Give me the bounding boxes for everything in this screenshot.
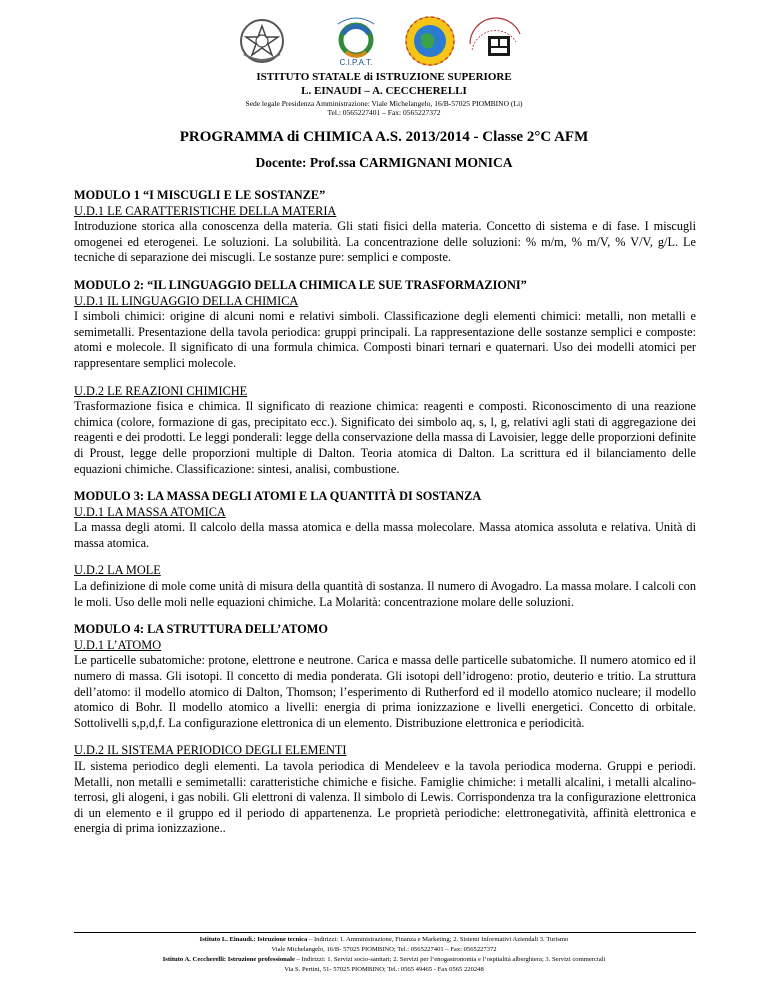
unit-title: U.D.1 LE CARATTERISTICHE DELLA MATERIA	[74, 203, 337, 218]
unit-title: U.D.2 IL SISTEMA PERIODICO DEGLI ELEMENTI	[74, 743, 347, 758]
teacher-name: Docente: Prof.ssa CARMIGNANI MONICA	[255, 155, 513, 170]
institute-phone: Tel.: 0565227401 – Fax: 0565227372	[327, 108, 441, 117]
module-title: MODULO 3: LA MASSA DEGLI ATOMI E LA QUANTITÀ DI SOSTANZA	[74, 489, 482, 504]
ecdl-globe-logo	[403, 14, 457, 68]
unit-text: Introduzione storica alla conoscenza della materia. Gli stati fisici della materia. Concetto di sistema e di fase. I miscugli omogenei ed eterogenei. Le soluzioni. La solubilità. La concentrazione delle soluzioni: % m/m, % m/V, % V/V, g/L. Le tecniche di separazione dei miscugli. Le sostanze pure: semplici e composte.	[74, 219, 696, 265]
unit-text: IL sistema periodico degli elementi. La tavola periodica di Mendeleev e la tavola periodica moderna. Gruppi e periodi. Metalli, non metalli e semimetalli: caratteristiche chimiche e fisiche. Famiglie chimiche: i metalli alcalini, i metalli alcalino-terrosi, gli alogeni, i gas nobili. Gli elettroni di valenza. Il simbolo di Lewis. Corrispondenza tra la configurazione elettronica di un elemento e il gruppo ed il periodo di appartenenza. Le proprietà periodiche: elettronegatività, affinità elettronica e energia di prima ionizzazione..	[74, 759, 696, 836]
institute-address: Sede legale Presidenza Amministrazione: Viale Michelangelo, 16/B-57025 PIOMBINO (Li)	[245, 99, 523, 108]
program-title: PROGRAMMA di CHIMICA A.S. 2013/2014 - Classe 2°C AFM	[179, 129, 589, 145]
footer-ceccherelli-label: Istituto A. Ceccherelli: Istruzione professionale	[162, 956, 295, 963]
unit-text: La massa degli atomi. Il calcolo della massa atomica e della massa molecolare. Massa atomica assoluta e relativa. Unità di massa atomica.	[74, 520, 696, 550]
unit-title: U.D.1 L’ATOMO	[74, 637, 162, 652]
footer-einaudi-details: – Indirizzi: 1. Amministrazione, Finanza e Marketing; 2. Sistemi Informativi Aziendali 3. Turismo	[307, 936, 569, 943]
unit-title: U.D.2 LE REAZIONI CHIMICHE	[74, 383, 248, 398]
unit-title: U.D.2 LA MOLE	[74, 563, 161, 578]
footer-divider	[74, 932, 696, 933]
institute-name: ISTITUTO STATALE di ISTRUZIONE SUPERIORE	[256, 71, 512, 83]
italian-republic-emblem-icon	[238, 14, 286, 68]
institute-subtitle: L. EINAUDI – A. CECCHERELLI	[301, 85, 467, 97]
unit-text: Le particelle subatomiche: protone, elettrone e neutrone. Carica e massa delle particelle subatomiche. Il numero atomico ed il numero di massa. Gli isotopi. Il concetto di media ponderata. Gli isotopi dell’idrogeno: protio, deuterio e tritio. La struttura dell’atomo: il modello atomico di Dalton, Thomson; l’esperimento di Rutherford ed il modello atomico nucleare; il modello atomico di Bohr. Il modello atomico a livelli: energia di prima ionizzazione e livelli energetici. Concetto di orbitale. Sottolivelli s,p,d,f. La configurazione elettronica di un elemento. Distribuzione elettronica e periodicità.	[74, 653, 696, 730]
page-footer	[60, 935, 708, 975]
footer-einaudi-address: Viale Michelangelo, 16/B- 57025 PIOMBINO; Tel.: 0565227401 – Fax: 0565227372	[271, 946, 497, 953]
header-logos	[238, 14, 538, 70]
footer-ceccherelli-address: Via S. Pertini, 51- 57025 PIOMBINO; Tel.: 0565 49465 - Fax 0565 220248	[284, 966, 484, 973]
unit-title: U.D.1 IL LINGUAGGIO DELLA CHIMICA	[74, 293, 299, 308]
program-content	[74, 188, 696, 837]
module-title: MODULO 2: “IL LINGUAGGIO DELLA CHIMICA LE SUE TRASFORMAZIONI”	[74, 277, 527, 292]
module-title: MODULO 1 “I MISCUGLI E LE SOSTANZE”	[74, 188, 326, 202]
unit-title: U.D.1 LA MASSA ATOMICA	[74, 504, 226, 519]
cipat-logo	[326, 14, 386, 70]
cipat-logo-text: C.I.P.A.T.	[339, 58, 373, 67]
unit-text: Trasformazione fisica e chimica. Il significato di reazione chimica: reagenti e composti. Riconoscimento di una reazione chimica (colore, formazione di gas, precipitato ecc.). Significato dei simbolo aq, s, l, g, relativi agli stati di aggregazione dei reagenti e dei prodotti. Le leggi ponderali: legge della conservazione della massa di Lavoisier, legge delle proporzioni definite di Proust, legge delle proporzioni multiple di Dalton. Teoria atomica di Dalton. La scrittura ed il bilanciamento delle equazioni chimiche. Classificazione: sintesi, analisi, combustione.	[74, 399, 696, 476]
unit-text: La definizione di mole come unità di misura della quantità di sostanza. Il numero di Avogadro. La massa molare. I calcoli con le moli. Uso delle moli nelle equazioni chimiche. La Molarità: concentrazione molare delle soluzioni.	[74, 579, 696, 609]
footer-ceccherelli-details: – Indirizzi: 1. Servizi socio-sanitari; 2. Servizi per l’enogastronomia e l’ospitalità alberghiera; 3. Servizi commerciali	[294, 956, 606, 963]
unit-text: I simboli chimici: origine di alcuni nomi e relativi simboli. Classificazione degli elementi chimici: metalli, non metalli e semimetalli. Presentazione della tavola periodica: gruppi principali. La rappresentazione delle sostanze semplici e composte: atomi e molecole. Il significato di una formula chimica. Composti binari ternari e quaternari. Uso dei modelli atomici per rappresentare semplici molecole.	[74, 309, 696, 370]
footer-einaudi-label: Istituto L. Einaudi.: Istruzione tecnica	[199, 936, 308, 943]
quality-certification-logo	[464, 14, 530, 70]
module-title: MODULO 4: LA STRUTTURA DELL’ATOMO	[74, 622, 328, 637]
